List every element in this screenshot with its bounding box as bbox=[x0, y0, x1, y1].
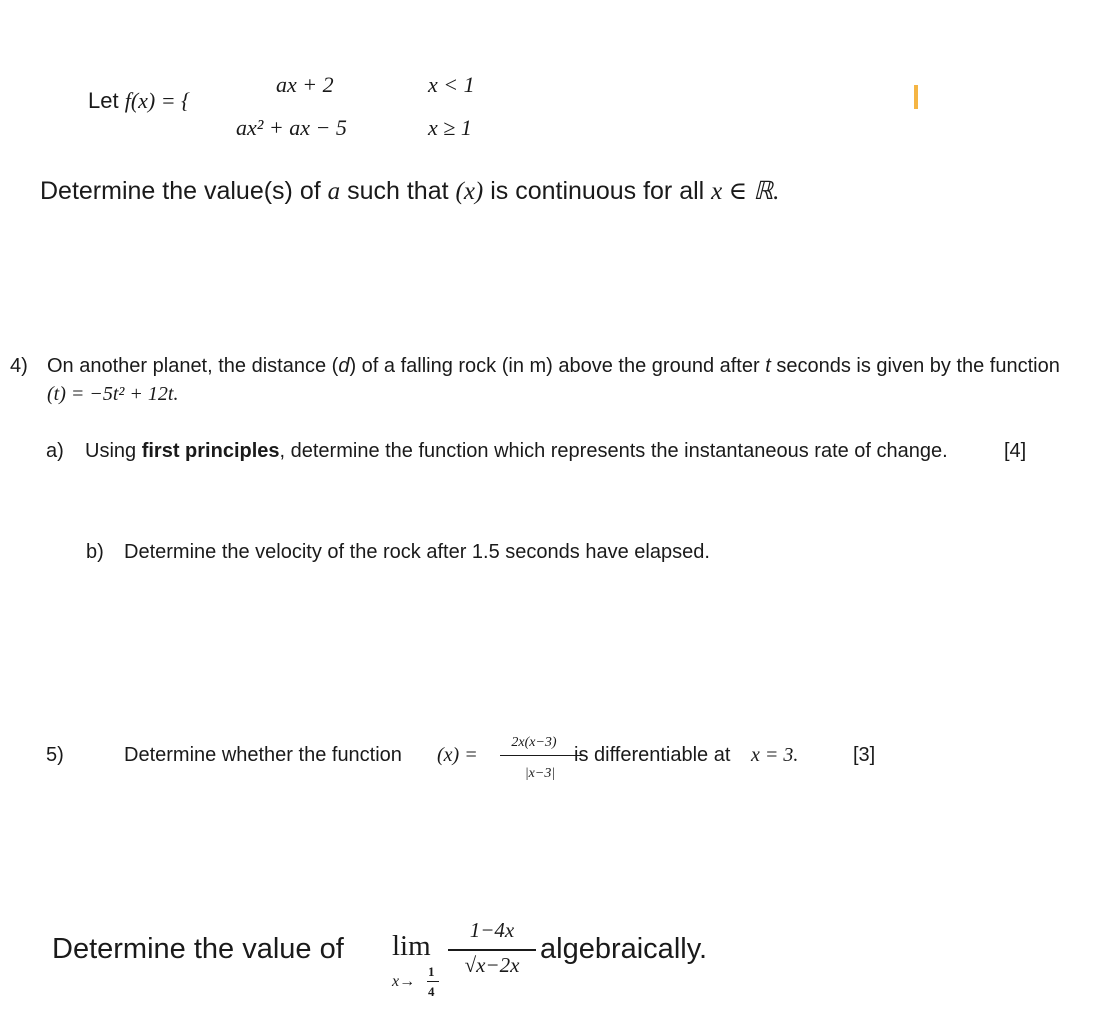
q3-instruction-set: x ∈ ℝ. bbox=[711, 178, 780, 205]
q3-function-lhs: f(x) = { bbox=[124, 88, 190, 113]
q5-marks: [3] bbox=[853, 744, 876, 766]
q3-instruction-fx: (x) bbox=[455, 178, 484, 205]
q4-text-t: t bbox=[765, 355, 771, 377]
q6-fraction-bar bbox=[448, 949, 536, 951]
q6-text-end: algebraically. bbox=[540, 933, 708, 965]
q4-text-c: seconds is given by the function bbox=[776, 355, 1060, 377]
q3-let-statement bbox=[88, 88, 190, 114]
q3-instruction bbox=[40, 176, 779, 206]
q4-text-d: d bbox=[338, 355, 350, 377]
q4-part-a-bold: first principles bbox=[141, 440, 280, 462]
q4-part-b-text: Determine the velocity of the rock after 1.5 seconds have elapsed. bbox=[124, 541, 710, 563]
q3-let-label: Let bbox=[88, 88, 119, 113]
q4-part-a-label: a) bbox=[46, 440, 64, 462]
q4-text-a: On another planet, the distance ( bbox=[47, 355, 339, 377]
q4-formula: (t) = −5t² + 12t. bbox=[47, 383, 179, 405]
q6-sub-numerator: 1 bbox=[428, 964, 435, 979]
q4-question-text bbox=[47, 355, 1060, 378]
q3-instruction-mid: such that bbox=[347, 177, 449, 205]
q5-fraction-bar bbox=[500, 755, 584, 756]
q3-instruction-start: Determine the value(s) of bbox=[40, 177, 321, 205]
q5-text-mid: is differentiable at bbox=[574, 744, 731, 766]
q4-part-a-marks: [4] bbox=[1004, 440, 1027, 462]
q6-sub-denominator: 4 bbox=[428, 984, 435, 999]
q6-denominator: √x−2x bbox=[464, 953, 520, 977]
q6-sub-fraction-bar bbox=[427, 981, 439, 982]
q3-case1-expression: ax + 2 bbox=[276, 72, 334, 97]
q5-number: 5) bbox=[46, 744, 64, 766]
q4-part-a-start: Using bbox=[85, 440, 137, 462]
q4-number: 4) bbox=[10, 355, 28, 377]
q6-limit-subscript: x→ bbox=[392, 973, 416, 990]
q4-part-a-end: , determine the function which represents the instantaneous rate of change. bbox=[279, 440, 948, 462]
q6-lim: lim bbox=[392, 930, 431, 962]
q5-point: x = 3. bbox=[751, 744, 799, 766]
q3-case2-expression: ax² + ax − 5 bbox=[236, 115, 347, 140]
q4-part-a-text bbox=[85, 440, 948, 463]
q4-text-b: ) of a falling rock (in m) above the ground after bbox=[349, 355, 760, 377]
q3-instruction-var-a: a bbox=[327, 178, 341, 205]
q3-instruction-mid2: is continuous for all bbox=[490, 177, 705, 205]
text-cursor bbox=[914, 85, 918, 109]
q3-case1-condition: x < 1 bbox=[428, 72, 475, 97]
q3-case2-condition: x ≥ 1 bbox=[428, 115, 472, 140]
q5-denominator: |x−3| bbox=[524, 766, 556, 781]
q5-text-start: Determine whether the function bbox=[124, 744, 402, 766]
q5-fx: (x) = bbox=[437, 744, 478, 766]
q4-part-b-label: b) bbox=[86, 541, 104, 563]
q6-numerator: 1−4x bbox=[469, 918, 515, 942]
q6-text-start: Determine the value of bbox=[52, 933, 344, 965]
q5-numerator: 2x(x−3) bbox=[511, 735, 557, 750]
